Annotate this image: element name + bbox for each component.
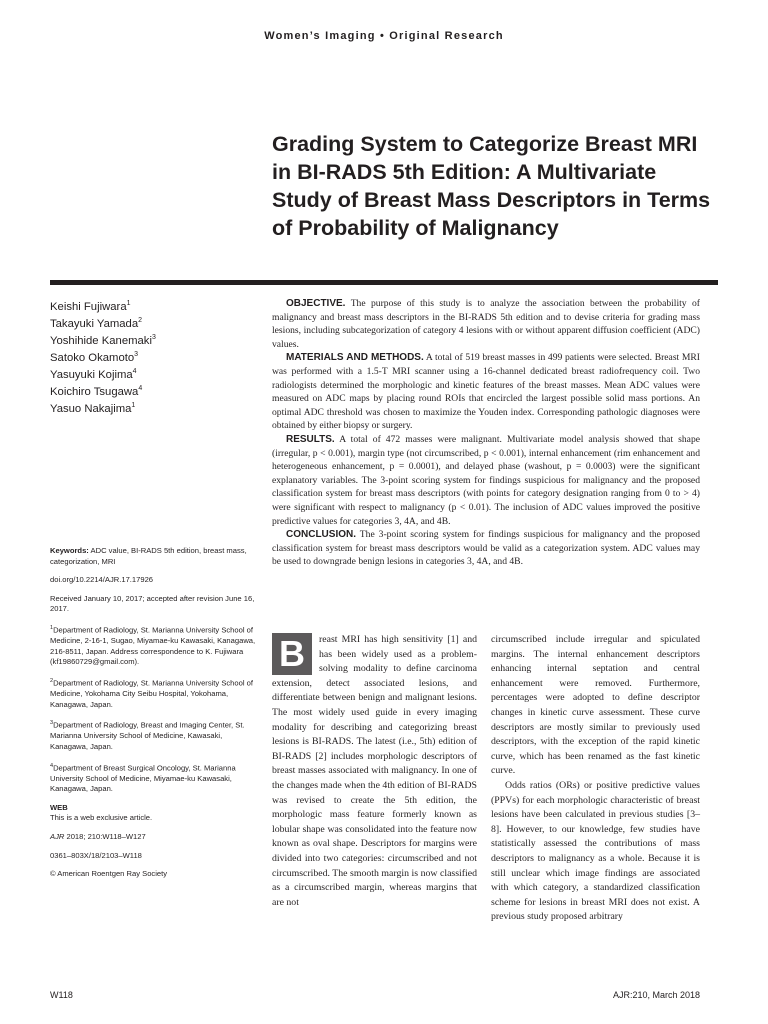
doi-link[interactable]: doi.org/10.2214/AJR.17.17926	[50, 575, 154, 585]
author: Satoko Okamoto$^3$	[50, 350, 139, 364]
body-paragraph: Odds ratios (ORs) or positive predictive values (PPVs) for each morphologic characteristic of breast lesions have been calculated in previous studies [3–8]. However, to our knowledge, few studies have statistically assessed the contributions of mass descriptors to malignancy as a whole. Because it is still unclear which image findings are associated with which category, a standardized classification scheme for lesions in breast MRI does not exist. A previous study proposed arbitrary	[491, 779, 700, 923]
affiliation: $^2$Department of Radiology, St. Marianna University School of Medicine, Yokohama City Seibu Hospital, Yokohama, Kanagawa, Japan.	[50, 677, 253, 709]
author: Yasuyuki Kojima$^4$	[50, 367, 137, 381]
issn: 0361–803X/18/2103–W118	[50, 850, 142, 860]
body-column-left	[272, 633, 477, 910]
page-number: W118	[50, 990, 73, 1000]
affiliation: $^3$Department of Radiology, Breast and Imaging Center, St. Marianna University School of Medicine, Kawasaki, Kanagawa, Japan.	[50, 720, 245, 751]
section-header: Women’s Imaging • Original Research	[264, 30, 504, 42]
web-note: WEB This is a web exclusive article.	[50, 802, 153, 823]
author: Keishi Fujiwara$^1$	[50, 300, 131, 313]
abstract-objective: OBJECTIVE. The purpose of this study is to analyze the association between the probability of malignancy and breast mass descriptors in the BI-RADS 5th edition and to devise criteria for grading mass lesions, including subcategorization of category 4 lesions with or without apparent diffusion coefficient (ADC) values.	[272, 298, 700, 350]
drop-cap: B	[272, 633, 312, 675]
affiliation: $^1$Department of Radiology, St. Marianna University School of Medicine, 2-16-1, Sugao, Miyamae-ku Kawasaki, Kanagawa, 216-8511, Japan. Address correspondence to K. Fujiwara (kf19860729@gmail.com).	[50, 624, 256, 667]
author: Koichiro Tsugawa$^4$	[50, 384, 143, 398]
body-paragraph: circumscribed include irregular and spiculated margins. The internal enhancement descriptors enhancing internal septation and central enhancement were removed. Furthermore, percentages were adopted to define descriptor changes in kinetic curve assessment. These curve descriptors are mostly similar to previously used descriptors, with the exception of the rapid kinetic curve, which has been renamed as the fast kinetic curve.	[491, 634, 700, 777]
citation: AJR 2018; 210:W118–W127	[50, 832, 146, 841]
article-title: Grading System to Categorize Breast MRI in BI-RADS 5th Edition: A Multivariate Study of Breast Mass Descriptors in Terms of Probability of Malignancy	[272, 132, 711, 240]
journal-issue: AJR:210, March 2018	[612, 990, 700, 1000]
abstract-conclusion: CONCLUSION. The 3-point scoring system for findings suspicious for malignancy and the proposed classification system for breast mass descriptors would be valid as a categorization system. ADC values may be used to downgrade benign lesions in categories 3, 4A, and 4B.	[272, 529, 700, 568]
received-dates: Received January 10, 2017; accepted after revision June 16, 2017.	[50, 593, 255, 614]
affiliation: $^4$Department of Breast Surgical Oncology, St. Marianna University School of Medicine, Miyamae-ku Kawasaki, Kanagawa, Japan.	[50, 762, 236, 794]
author: Takayuki Yamada$^2$	[50, 316, 143, 330]
copyright: © American Roentgen Ray Society	[50, 869, 168, 879]
abstract-methods: MATERIALS AND METHODS. A total of 519 breast masses in 499 patients were selected. Breast MRI was performed with a 1.5-T MRI scanner using a 16-channel dedicated breast radiofrequency coil. Two radiologists determined the morphologic and kinetic features of the breast masses. Mean ADC values were measured on ADC maps by placing round ROIs that encircled the largest possible solid mass portions. An optimal ADC threshold was chosen to maximize the Youden index. Corresponding pathologic diagnoses were obtained by either biopsy or surgery.	[272, 352, 700, 432]
author-list	[50, 297, 250, 416]
abstract-results: RESULTS. A total of 472 masses were malignant. Multivariate model analysis showed that shape (irregular, p < 0.001), margin type (not circumscribed, p < 0.001), internal enhancement (rim enhancement and heterogeneous enhancement, p = 0.0001), and delayed phase (washout, p = 0.0003) were the significant explanatory variables. The 3-point scoring system for findings suspicious for malignancy and the proposed classification system for breast mass descriptors (with points for category designation ranging from 0 to > 4) were significant with respect to malignancy (p < 0.01). The inclusion of ADC values improved the positive predictive values for categories 3, 4A, and 4B.	[272, 433, 700, 527]
title-rule	[50, 280, 718, 285]
article-metadata	[50, 546, 260, 888]
author: Yoshihide Kanemaki$^3$	[50, 333, 156, 347]
body-column-right	[491, 633, 700, 925]
abstract	[272, 297, 700, 569]
author: Yasuo Nakajima$^1$	[50, 401, 136, 415]
body-paragraph: B reast MRI has high sensitivity [1] and has been widely used as a problem-solving modality to define carcinoma extension, detect associated lesions, and differentiate between benign and malignant lesions. The most widely used guide in every imaging modality for describing and categorizing breast lesions is BI-RADS. The latest (i.e., 5th) edition of BI-RADS [2] includes morphologic descriptors of breast masses associated with malignancy. In one of the changes made when the 4th edition of BI-RADS was revised to create the 5th edition, the morphologic mass feature formerly known as lobular shape was consolidated into the feature now known as oval shape. Descriptors for margins were divided into two categories: circumscribed and not circumscribed. The smooth margin is now classified as a circumscribed margin, whereas margins that are not	[272, 633, 477, 908]
keywords: Keywords: ADC value, BI-RADS 5th edition, breast mass, categorization, MRI	[50, 546, 247, 566]
